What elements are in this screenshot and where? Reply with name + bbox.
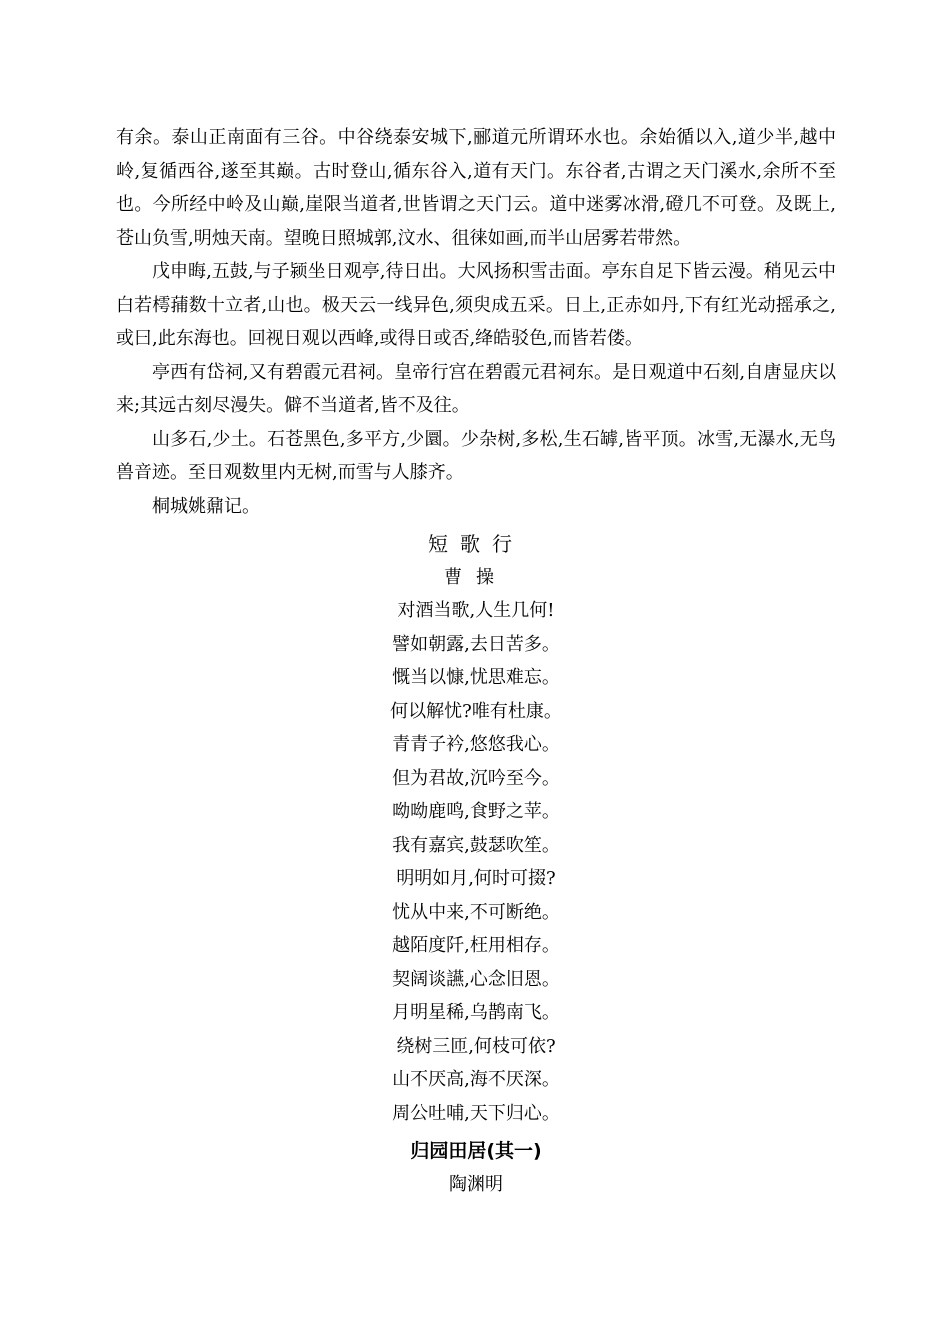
prose-paragraph-1: 有余。泰山正南面有三谷。中谷绕泰安城下,郦道元所谓环水也。余始循以入,道少半,越中岭,复循西谷,遂至其巅。古时登山,循东谷入,道有天门。东谷者,古谓之天门溪水,余所不至也。今所经中岭及山巅,崖限当道者,世皆谓之天门云。道中迷雾冰滑,磴几不可登。及既上,苍山负雪,明烛天南。望晚日照城郭,汶水、徂徕如画,而半山居雾若带然。 xyxy=(116,127,836,249)
poem-line: 譬如朝露,去日苦多。 xyxy=(392,633,560,655)
poem-line: 月明星稀,乌鹊南飞。 xyxy=(392,1002,560,1023)
poem-line: 明明如月,何时可掇? xyxy=(396,868,556,889)
author-signature: 桐城姚鼐记。 xyxy=(152,495,260,517)
poem-line: 契阔谈讌,心念旧恩。 xyxy=(392,968,560,990)
poem-short-song xyxy=(116,527,836,1130)
poem-line: 对酒当歌,人生几何! xyxy=(397,600,555,621)
prose-paragraph-2: 戊申晦,五鼓,与子颍坐日观亭,待日出。大风扬积雪击面。亭东自足下皆云漫。稍见云中白若樗蒱数十立者,山也。极天云一线异色,须臾成五采。日上,正赤如丹,下有红光动摇承之,或曰,此东海也。回视日观以西峰,或得日或否,绛皓驳色,而皆若偻。 xyxy=(116,261,836,349)
poem-title: 短歌行 xyxy=(428,532,524,556)
poem-line: 何以解忧?唯有杜康。 xyxy=(390,700,562,722)
poem-line: 越陌度阡,枉用相存。 xyxy=(392,935,560,956)
poem-line: 呦呦鹿鸣,食野之苹。 xyxy=(392,801,560,822)
poem-line: 山不厌高,海不厌深。 xyxy=(392,1069,560,1090)
poem-title: 归园田居(其一) xyxy=(410,1140,542,1162)
prose-paragraph-4: 山多石,少土。石苍黑色,多平方,少圜。少杂树,多松,生石罅,皆平顶。冰雪,无瀑水,无鸟兽音迹。至日观数里内无树,而雪与人膝齐。 xyxy=(116,428,836,483)
poem-author: 曹操 xyxy=(444,567,508,588)
poem-line: 慨当以慷,忧思难忘。 xyxy=(392,667,560,688)
poem-line: 我有嘉宾,鼓瑟吹笙。 xyxy=(392,834,560,856)
poem-line: 青青子衿,悠悠我心。 xyxy=(392,734,560,755)
prose-section xyxy=(116,121,836,523)
poem-line: 绕树三匝,何枝可依? xyxy=(396,1035,556,1057)
poem-return-to-fields xyxy=(116,1134,836,1201)
poem-line: 忧从中来,不可断绝。 xyxy=(392,901,560,923)
page-content xyxy=(116,121,836,1201)
poem-author: 陶渊明 xyxy=(449,1174,503,1195)
prose-paragraph-3: 亭西有岱祠,又有碧霞元君祠。皇帝行宫在碧霞元君祠东。是日观道中石刻,自唐显庆以来;其远古刻尽漫失。僻不当道者,皆不及往。 xyxy=(116,361,836,416)
poem-line: 周公吐哺,天下归心。 xyxy=(392,1102,560,1124)
poem-line: 但为君故,沉吟至今。 xyxy=(392,767,560,789)
